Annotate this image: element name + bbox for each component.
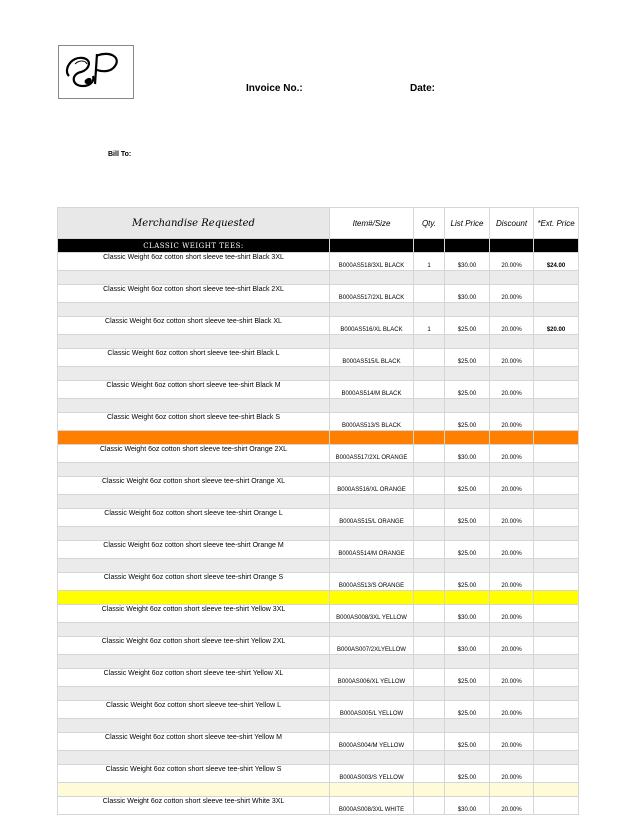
item-number-size: B000AS007/2XLYELLOW (330, 637, 414, 655)
spacer-cell (445, 687, 490, 701)
spacer-cell (445, 719, 490, 733)
spacer-cell (534, 559, 579, 573)
item-number-size: B000AS516/XL ORANGE (330, 477, 414, 495)
spacer-cell (490, 303, 534, 317)
item-discount: 20.00% (490, 701, 534, 719)
item-discount: 20.00% (490, 509, 534, 527)
item-quantity (414, 733, 445, 751)
spacer-cell (534, 463, 579, 477)
spacer-cell (330, 495, 414, 509)
spacer-cell (330, 783, 414, 797)
spacer-cell (58, 495, 330, 509)
table-row (58, 445, 579, 463)
item-list-price: $30.00 (445, 285, 490, 303)
item-quantity (414, 605, 445, 623)
spacer-row (58, 335, 579, 349)
item-discount: 20.00% (490, 477, 534, 495)
item-list-price: $25.00 (445, 541, 490, 559)
item-list-price: $30.00 (445, 445, 490, 463)
spacer-cell (490, 719, 534, 733)
spacer-cell (490, 623, 534, 637)
spacer-cell (534, 495, 579, 509)
item-list-price: $25.00 (445, 573, 490, 591)
item-discount: 20.00% (490, 605, 534, 623)
column-header-discount: Discount (490, 208, 534, 239)
item-number-size: B000AS513/S ORANGE (330, 573, 414, 591)
item-list-price: $25.00 (445, 477, 490, 495)
item-discount: 20.00% (490, 253, 534, 271)
item-quantity (414, 477, 445, 495)
spacer-cell (330, 623, 414, 637)
item-description: Classic Weight 6oz cotton short sleeve tee-shirt Yellow 3XL (58, 605, 330, 623)
item-ext-price (534, 765, 579, 783)
table-row (58, 509, 579, 527)
spacer-cell (534, 687, 579, 701)
spacer-row (58, 687, 579, 701)
item-number-size: B000AS513/S BLACK (330, 413, 414, 431)
section-header-row (58, 239, 579, 253)
item-number-size: B000AS005/L YELLOW (330, 701, 414, 719)
item-discount: 20.00% (490, 445, 534, 463)
spacer-cell (414, 527, 445, 541)
item-ext-price (534, 733, 579, 751)
section-title: CLASSIC WEIGHT TEES: (58, 239, 330, 253)
spacer-cell (445, 303, 490, 317)
spacer-cell (490, 783, 534, 797)
spacer-cell (534, 655, 579, 669)
spacer-cell (445, 399, 490, 413)
table-row (58, 637, 579, 655)
table-row (58, 541, 579, 559)
spacer-row (58, 495, 579, 509)
item-list-price: $25.00 (445, 669, 490, 687)
section-cell (445, 239, 490, 253)
spacer-cell (330, 559, 414, 573)
table-row (58, 573, 579, 591)
item-description: Classic Weight 6oz cotton short sleeve tee-shirt White 3XL (58, 797, 330, 815)
spacer-cell (58, 399, 330, 413)
table-row (58, 253, 579, 271)
item-number-size: B000AS514/M BLACK (330, 381, 414, 399)
item-quantity (414, 701, 445, 719)
date-label: Date: (410, 83, 436, 94)
item-description: Classic Weight 6oz cotton short sleeve tee-shirt Yellow M (58, 733, 330, 751)
item-ext-price (534, 573, 579, 591)
spacer-cell (445, 431, 490, 445)
item-description: Classic Weight 6oz cotton short sleeve tee-shirt Orange S (58, 573, 330, 591)
spacer-cell (330, 751, 414, 765)
spacer-cell (490, 463, 534, 477)
spacer-row (58, 527, 579, 541)
item-quantity (414, 541, 445, 559)
spacer-row (58, 271, 579, 285)
column-header-item-size: Item#/Size (330, 208, 414, 239)
spacer-cell (330, 303, 414, 317)
column-header-ext-price: *Ext. Price (534, 208, 579, 239)
item-description: Classic Weight 6oz cotton short sleeve tee-shirt Orange L (58, 509, 330, 527)
color-divider-row-orange (58, 431, 579, 445)
item-list-price: $25.00 (445, 733, 490, 751)
spacer-cell (58, 463, 330, 477)
item-quantity (414, 669, 445, 687)
item-discount: 20.00% (490, 381, 534, 399)
table-row (58, 669, 579, 687)
color-divider-row-yellow (58, 591, 579, 605)
spacer-cell (58, 783, 330, 797)
spacer-cell (534, 367, 579, 381)
table-header-row (58, 208, 579, 239)
spacer-cell (414, 495, 445, 509)
spacer-row (58, 303, 579, 317)
spacer-cell (445, 463, 490, 477)
spacer-cell (58, 303, 330, 317)
item-quantity (414, 797, 445, 815)
spacer-cell (534, 335, 579, 349)
table-row (58, 605, 579, 623)
item-ext-price (534, 285, 579, 303)
spacer-cell (445, 783, 490, 797)
spacer-cell (534, 303, 579, 317)
item-description: Classic Weight 6oz cotton short sleeve tee-shirt Black 3XL (58, 253, 330, 271)
table-row (58, 413, 579, 431)
spacer-cell (414, 559, 445, 573)
section-cell (490, 239, 534, 253)
section-cell (330, 239, 414, 253)
spacer-cell (490, 335, 534, 349)
spacer-cell (330, 687, 414, 701)
item-quantity (414, 285, 445, 303)
item-discount: 20.00% (490, 317, 534, 335)
section-cell (534, 239, 579, 253)
spacer-cell (490, 559, 534, 573)
item-list-price: $25.00 (445, 701, 490, 719)
column-header-list-price: List Price (445, 208, 490, 239)
item-list-price: $25.00 (445, 765, 490, 783)
spacer-cell (445, 335, 490, 349)
column-header-merchandise: Merchandise Requested (58, 208, 330, 239)
item-ext-price (534, 349, 579, 367)
item-description: Classic Weight 6oz cotton short sleeve tee-shirt Orange M (58, 541, 330, 559)
spacer-cell (58, 751, 330, 765)
table-row (58, 349, 579, 367)
item-ext-price (534, 477, 579, 495)
item-number-size: B000AS008/3XL WHITE (330, 797, 414, 815)
spacer-row (58, 367, 579, 381)
item-discount: 20.00% (490, 637, 534, 655)
spacer-cell (490, 367, 534, 381)
item-discount: 20.00% (490, 765, 534, 783)
spacer-cell (490, 495, 534, 509)
spacer-cell (534, 623, 579, 637)
spacer-cell (490, 591, 534, 605)
item-list-price: $25.00 (445, 349, 490, 367)
section-cell (414, 239, 445, 253)
item-number-size: B000AS517/2XL ORANGE (330, 445, 414, 463)
spacer-cell (58, 271, 330, 285)
spacer-cell (330, 431, 414, 445)
spacer-cell (330, 591, 414, 605)
table-row (58, 317, 579, 335)
item-description: Classic Weight 6oz cotton short sleeve tee-shirt Yellow S (58, 765, 330, 783)
item-number-size: B000AS008/3XL YELLOW (330, 605, 414, 623)
spacer-cell (414, 591, 445, 605)
item-quantity (414, 445, 445, 463)
item-quantity: 1 (414, 317, 445, 335)
item-discount: 20.00% (490, 733, 534, 751)
bill-to-label: Bill To: (108, 151, 132, 158)
table-row (58, 701, 579, 719)
spacer-cell (58, 559, 330, 573)
spacer-cell (330, 655, 414, 669)
item-ext-price (534, 701, 579, 719)
spacer-cell (58, 591, 330, 605)
spacer-cell (58, 655, 330, 669)
item-number-size: B000AS006/XL YELLOW (330, 669, 414, 687)
spacer-row (58, 751, 579, 765)
item-description: Classic Weight 6oz cotton short sleeve tee-shirt Yellow XL (58, 669, 330, 687)
table-row (58, 797, 579, 815)
spacer-cell (490, 271, 534, 285)
item-quantity (414, 381, 445, 399)
item-discount: 20.00% (490, 413, 534, 431)
invoice-number-label: Invoice No.: (246, 83, 303, 94)
item-number-size: B000AS515/L BLACK (330, 349, 414, 367)
spacer-cell (534, 719, 579, 733)
spacer-cell (58, 719, 330, 733)
spacer-cell (445, 623, 490, 637)
item-description: Classic Weight 6oz cotton short sleeve tee-shirt Black S (58, 413, 330, 431)
spacer-cell (414, 399, 445, 413)
item-discount: 20.00% (490, 797, 534, 815)
spacer-cell (445, 495, 490, 509)
spacer-cell (58, 687, 330, 701)
company-logo (58, 45, 134, 99)
spacer-cell (330, 527, 414, 541)
item-description: Classic Weight 6oz cotton short sleeve tee-shirt Black 2XL (58, 285, 330, 303)
item-ext-price (534, 509, 579, 527)
spacer-cell (414, 303, 445, 317)
spacer-cell (414, 783, 445, 797)
spacer-cell (445, 591, 490, 605)
spacer-cell (490, 399, 534, 413)
item-description: Classic Weight 6oz cotton short sleeve tee-shirt Black XL (58, 317, 330, 335)
spacer-cell (490, 527, 534, 541)
table-row (58, 381, 579, 399)
spacer-row (58, 399, 579, 413)
item-number-size: B000AS517/2XL BLACK (330, 285, 414, 303)
spacer-cell (414, 623, 445, 637)
item-discount: 20.00% (490, 285, 534, 303)
invoice-table (57, 207, 579, 815)
spacer-cell (58, 623, 330, 637)
spacer-cell (330, 719, 414, 733)
spacer-cell (445, 559, 490, 573)
spacer-cell (414, 367, 445, 381)
item-discount: 20.00% (490, 349, 534, 367)
color-divider-row-lightyellow (58, 783, 579, 797)
item-list-price: $25.00 (445, 509, 490, 527)
spacer-cell (534, 431, 579, 445)
item-description: Classic Weight 6oz cotton short sleeve tee-shirt Orange 2XL (58, 445, 330, 463)
item-ext-price (534, 605, 579, 623)
item-quantity (414, 509, 445, 527)
item-number-size: B000AS003/S YELLOW (330, 765, 414, 783)
spacer-cell (490, 655, 534, 669)
spacer-cell (58, 527, 330, 541)
spacer-row (58, 719, 579, 733)
table-row (58, 765, 579, 783)
spacer-cell (414, 335, 445, 349)
table-row (58, 477, 579, 495)
spacer-cell (414, 751, 445, 765)
table-row (58, 285, 579, 303)
spacer-cell (414, 431, 445, 445)
item-list-price: $25.00 (445, 413, 490, 431)
spacer-cell (414, 687, 445, 701)
spacer-cell (414, 655, 445, 669)
item-discount: 20.00% (490, 573, 534, 591)
item-quantity (414, 349, 445, 367)
spacer-cell (490, 687, 534, 701)
item-description: Classic Weight 6oz cotton short sleeve tee-shirt Yellow L (58, 701, 330, 719)
item-number-size: B000AS516/XL BLACK (330, 317, 414, 335)
spacer-cell (330, 271, 414, 285)
item-list-price: $30.00 (445, 253, 490, 271)
spacer-cell (58, 367, 330, 381)
spacer-cell (534, 271, 579, 285)
spacer-cell (58, 335, 330, 349)
spacer-cell (330, 463, 414, 477)
item-ext-price (534, 381, 579, 399)
item-quantity (414, 413, 445, 431)
spacer-cell (490, 431, 534, 445)
item-ext-price (534, 445, 579, 463)
item-list-price: $25.00 (445, 317, 490, 335)
item-discount: 20.00% (490, 541, 534, 559)
spacer-cell (534, 591, 579, 605)
item-number-size: B000AS515/L ORANGE (330, 509, 414, 527)
spacer-row (58, 655, 579, 669)
item-ext-price (534, 413, 579, 431)
item-list-price: $30.00 (445, 797, 490, 815)
spacer-cell (534, 399, 579, 413)
spacer-row (58, 463, 579, 477)
item-number-size: B000AS004/M YELLOW (330, 733, 414, 751)
item-discount: 20.00% (490, 669, 534, 687)
item-description: Classic Weight 6oz cotton short sleeve tee-shirt Yellow 2XL (58, 637, 330, 655)
spacer-cell (330, 399, 414, 413)
item-quantity (414, 637, 445, 655)
item-ext-price (534, 669, 579, 687)
spacer-cell (534, 527, 579, 541)
spacer-cell (330, 335, 414, 349)
spacer-cell (445, 655, 490, 669)
spacer-cell (58, 431, 330, 445)
spacer-cell (534, 783, 579, 797)
spacer-cell (414, 463, 445, 477)
spacer-cell (490, 751, 534, 765)
item-ext-price: $24.00 (534, 253, 579, 271)
item-ext-price: $20.00 (534, 317, 579, 335)
item-description: Classic Weight 6oz cotton short sleeve tee-shirt Black L (58, 349, 330, 367)
spacer-cell (445, 367, 490, 381)
column-header-qty: Qty. (414, 208, 445, 239)
item-ext-price (534, 797, 579, 815)
spacer-cell (445, 527, 490, 541)
item-description: Classic Weight 6oz cotton short sleeve tee-shirt Orange XL (58, 477, 330, 495)
spacer-cell (534, 751, 579, 765)
spacer-row (58, 559, 579, 573)
item-quantity: 1 (414, 253, 445, 271)
spacer-cell (445, 751, 490, 765)
item-list-price: $30.00 (445, 605, 490, 623)
item-ext-price (534, 541, 579, 559)
item-list-price: $30.00 (445, 637, 490, 655)
item-list-price: $25.00 (445, 381, 490, 399)
item-number-size: B000AS518/3XL BLACK (330, 253, 414, 271)
table-row (58, 733, 579, 751)
spacer-cell (445, 271, 490, 285)
item-quantity (414, 573, 445, 591)
item-ext-price (534, 637, 579, 655)
spacer-cell (414, 271, 445, 285)
item-quantity (414, 765, 445, 783)
spacer-row (58, 623, 579, 637)
item-number-size: B000AS514/M ORANGE (330, 541, 414, 559)
spacer-cell (414, 719, 445, 733)
spacer-cell (330, 367, 414, 381)
item-description: Classic Weight 6oz cotton short sleeve tee-shirt Black M (58, 381, 330, 399)
